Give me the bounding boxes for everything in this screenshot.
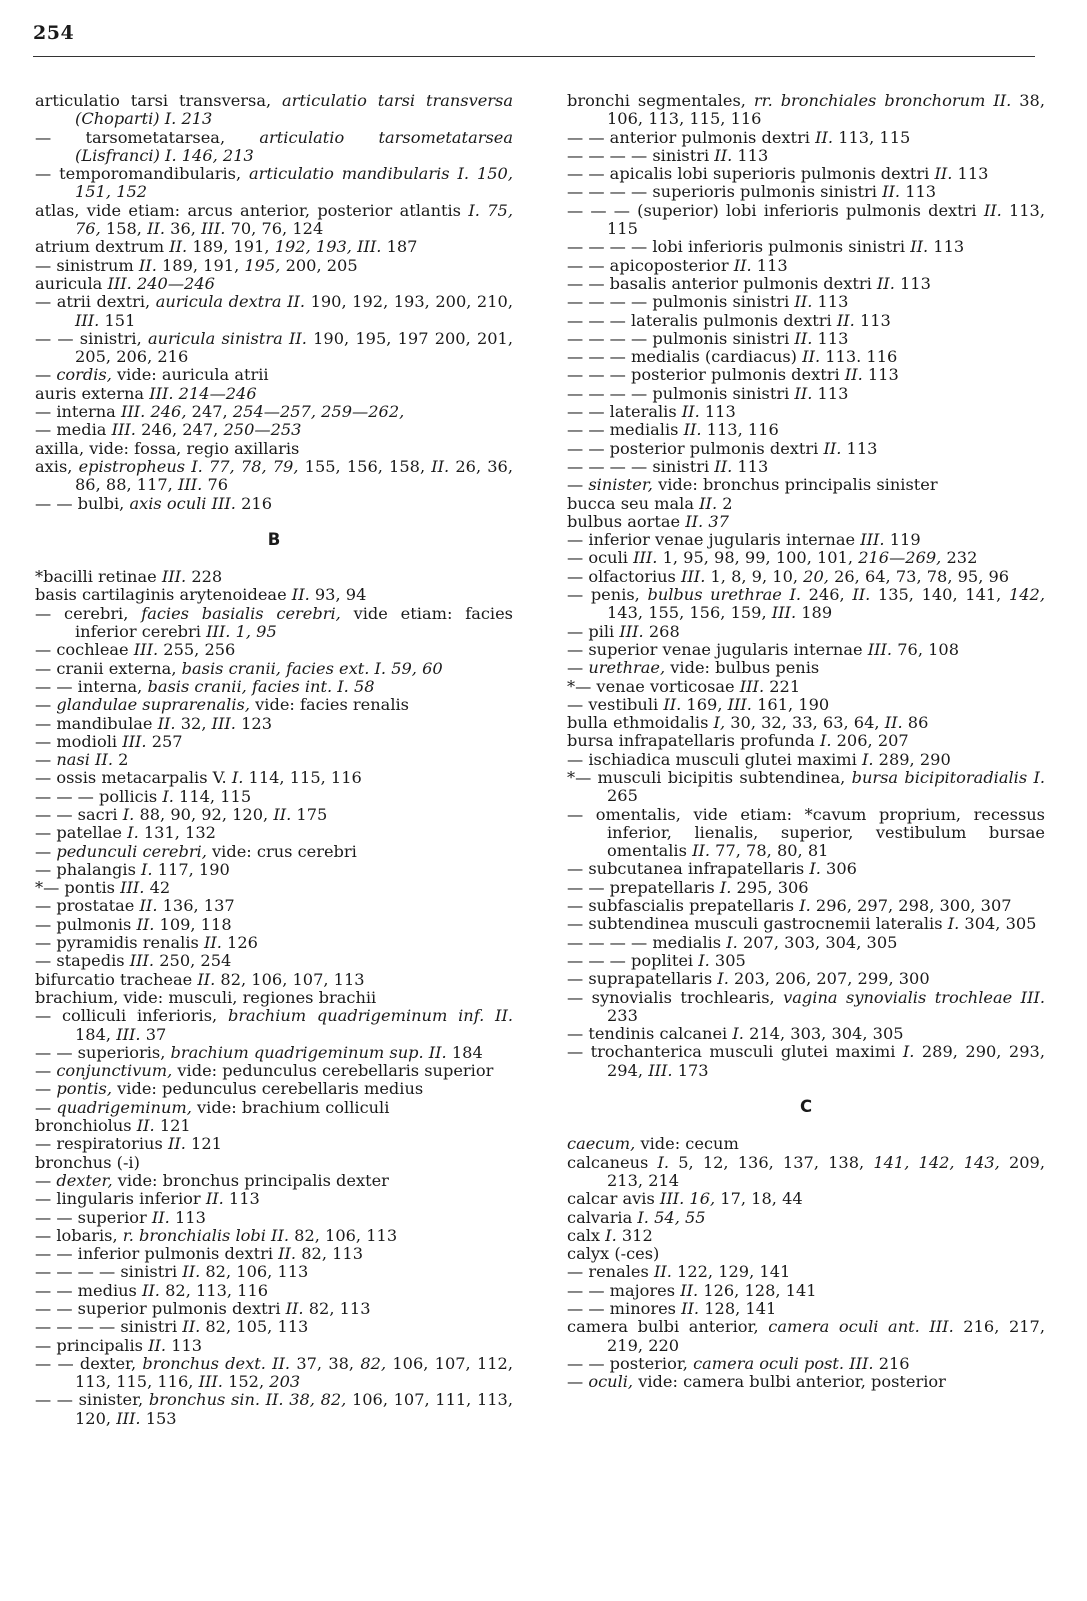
- index-entry: — olfactorius III. 1, 8, 9, 10, 20, 26, 64, 73, 78, 95, 96: [567, 566, 1010, 586]
- index-entry: — — — poplitei I. 305: [567, 950, 746, 970]
- index-entry: — cochleae III. 255, 256: [35, 640, 236, 660]
- index-entry: caecum, vide: cecum: [567, 1134, 739, 1154]
- index-entry: — sinistrum II. 189, 191, 195, 200, 205: [35, 255, 358, 275]
- index-entry: — media III. 246, 247, 250—253: [35, 420, 302, 440]
- index-entry: — suprapatellaris I. 203, 206, 207, 299, 300: [567, 969, 930, 989]
- index-entry: — urethrae, vide: bulbus penis: [567, 658, 820, 678]
- index-entry: — nasi II. 2: [35, 750, 129, 770]
- index-entry: auris externa III. 214—246: [35, 383, 257, 403]
- index-entry: — glandulae suprarenalis, vide: facies renalis: [35, 695, 409, 715]
- index-entry: — ossis metacarpalis V. I. 114, 115, 116: [35, 768, 362, 788]
- page-number: 254: [33, 22, 75, 44]
- index-entry: — trochanterica musculi glutei maximi I. 289, 290, 293, 294, III. 173: [567, 1042, 1045, 1080]
- index-entry: — colliculi inferioris, brachium quadrigeminum inf. II. 184, III. 37: [35, 1006, 513, 1044]
- index-entry: — pontis, vide: pedunculus cerebellaris medius: [35, 1079, 424, 1099]
- index-entry: *bacilli retinae III. 228: [35, 567, 223, 587]
- index-entry: — — sinister, bronchus sin. II. 38, 82, 106, 107, 111, 113, 120, III. 153: [35, 1390, 513, 1428]
- index-entry: — — sinistri, auricula sinistra II. 190, 195, 197 200, 201, 205, 206, 216: [35, 328, 513, 367]
- index-entry: — — prepatellaris I. 295, 306: [567, 877, 809, 897]
- index-entry: bronchiolus II. 121: [35, 1116, 191, 1136]
- index-entry: — — — — sinistri II. 82, 105, 113: [35, 1317, 309, 1337]
- index-entry: — — — — sinistri II. 113: [567, 456, 769, 476]
- index-entry: articulatio tarsi transversa, articulatio tarsi transversa (Choparti) I. 213: [35, 91, 514, 129]
- index-entry: atrium dextrum II. 189, 191, 192, 193, III. 187: [35, 237, 418, 257]
- index-entry: — renales II. 122, 129, 141: [567, 1262, 791, 1282]
- index-entry: — omentalis, vide etiam: *cavum proprium, recessus inferior, lienalis, superior, vestibulum bursae omentalis II. 77, 78, 80, 81: [567, 804, 1045, 861]
- index-entry: — cranii externa, basis cranii, facies ext. I. 59, 60: [35, 658, 443, 678]
- index-entry: bronchi segmentales, rr. bronchiales bronchorum II. 38, 106, 113, 115, 116: [567, 91, 1046, 129]
- index-entry: — phalangis I. 117, 190: [35, 859, 230, 879]
- section-letter: C: [799, 1097, 813, 1117]
- index-entry: brachium, vide: musculi, regiones brachii: [35, 987, 377, 1007]
- index-entry: — — majores II. 126, 128, 141: [567, 1280, 817, 1300]
- index-entry: — subcutanea infrapatellaris I. 306: [567, 859, 857, 879]
- index-entry: *— venae vorticosae III. 221: [567, 676, 801, 696]
- index-entry: — — — medialis (cardiacus) II. 113. 116: [567, 347, 898, 367]
- index-entry: axilla, vide: fossa, regio axillaris: [35, 438, 300, 458]
- index-entry: camera bulbi anterior, camera oculi ant. III. 216, 217, 219, 220: [567, 1317, 1045, 1355]
- index-entry: — — posterior, camera oculi post. III. 216: [567, 1353, 910, 1373]
- index-entry: — dexter, vide: bronchus principalis dexter: [35, 1170, 389, 1190]
- index-entry: — — — pollicis I. 114, 115: [35, 786, 252, 806]
- index-entry: calx I. 312: [567, 1225, 653, 1245]
- index-entry: — mandibulae II. 32, III. 123: [35, 713, 273, 733]
- index-entry: — — — — medialis I. 207, 303, 304, 305: [567, 932, 898, 952]
- index-entry: basis cartilaginis arytenoideae II. 93, 94: [35, 585, 367, 605]
- index-column-left: [35, 92, 513, 1428]
- index-entry: — — posterior pulmonis dextri II. 113: [567, 438, 878, 458]
- index-entry: — — medius II. 82, 113, 116: [35, 1280, 269, 1300]
- index-entry: — — lateralis II. 113: [567, 402, 736, 422]
- index-entry: — penis, bulbus urethrae I. 246, II. 135, 140, 141, 142, 143, 155, 156, 159, III. 189: [567, 585, 1045, 623]
- index-entry: auricula III. 240—246: [35, 273, 215, 293]
- index-entry: calcar avis III. 16, 17, 18, 44: [567, 1189, 803, 1209]
- index-entry: — pedunculi cerebri, vide: crus cerebri: [35, 841, 357, 861]
- index-entry: calyx (-ces): [567, 1244, 660, 1264]
- index-entry: — oculi, vide: camera bulbi anterior, posterior: [567, 1372, 946, 1392]
- index-entry: bulla ethmoidalis I, 30, 32, 33, 63, 64, II. 86: [567, 713, 929, 733]
- index-entry: — — — — sinistri II. 82, 106, 113: [35, 1262, 309, 1282]
- index-entry: bulbus aortae II. 37: [567, 511, 729, 531]
- index-entry: — — — — superioris pulmonis sinistri II. 113: [567, 182, 937, 202]
- index-entry: — — medialis II. 113, 116: [567, 420, 779, 440]
- index-entry: — — basalis anterior pulmonis dextri II. 113: [567, 273, 931, 293]
- index-entry: *— pontis III. 42: [35, 878, 171, 898]
- index-entry: — pyramidis renalis II. 126: [35, 933, 258, 953]
- index-entry: — — apicoposterior II. 113: [567, 255, 788, 275]
- index-entry: — — superioris, brachium quadrigeminum sup. II. 184: [35, 1042, 483, 1062]
- index-entry: — — superior pulmonis dextri II. 82, 113: [35, 1299, 371, 1318]
- index-entry: — vestibuli II. 169, III. 161, 190: [567, 694, 830, 714]
- index-entry: — lingularis inferior II. 113: [35, 1189, 260, 1209]
- index-entry: — sinister, vide: bronchus principalis sinister: [567, 475, 938, 495]
- index-entry: — — — posterior pulmonis dextri II. 113: [567, 365, 899, 385]
- index-entry: calcaneus I. 5, 12, 136, 137, 138, 141, 142, 143, 209, 213, 214: [567, 1152, 1045, 1190]
- index-entry: — temporomandibularis, articulatio mandibularis I. 150, 151, 152: [35, 164, 513, 202]
- index-entry: — — — (superior) lobi inferioris pulmonis dextri II. 113, 115: [567, 200, 1045, 239]
- index-entry: — respiratorius II. 121: [35, 1134, 222, 1154]
- index-entry: axis, epistropheus I. 77, 78, 79, 155, 156, 158, II. 26, 36, 86, 88, 117, III. 76: [35, 456, 514, 495]
- index-entry: — — bulbi, axis oculi III. 216: [35, 493, 272, 513]
- index-entry: — tarsometatarsea, articulatio tarsometatarsea (Lisfranci) I. 146, 213: [35, 127, 513, 165]
- index-entry: — pulmonis II. 109, 118: [35, 914, 232, 934]
- index-entry: — — anterior pulmonis dextri II. 113, 115: [567, 127, 911, 147]
- index-entry: — quadrigeminum, vide: brachium colliculi: [35, 1097, 390, 1117]
- index-entry: — synovialis trochlearis, vagina synovialis trochleae III. 233: [567, 987, 1046, 1025]
- index-entry: bucca seu mala II. 2: [567, 493, 733, 513]
- index-entry: bursa infrapatellaris profunda I. 206, 207: [567, 731, 909, 751]
- index-entry: — interna III. 246, 247, 254—257, 259—262,: [35, 402, 405, 422]
- index-entry: — inferior venae jugularis internae III. 119: [567, 530, 921, 550]
- index-entry: — — — — sinistri II. 113: [567, 145, 769, 165]
- index-entry: — — inferior pulmonis dextri II. 82, 113: [35, 1244, 364, 1264]
- index-entry: — tendinis calcanei I. 214, 303, 304, 305: [567, 1024, 904, 1044]
- index-entry: — conjunctivum, vide: pedunculus cerebellaris superior: [35, 1061, 494, 1081]
- index-entry: — — superior II. 113: [35, 1207, 206, 1227]
- index-entry: — — minores II. 128, 141: [567, 1299, 777, 1318]
- index-entry: — — apicalis lobi superioris pulmonis dextri II. 113: [567, 164, 989, 184]
- index-entry: — — interna, basis cranii, facies int. I. 58: [35, 676, 375, 696]
- index-entry: — prostatae II. 136, 137: [35, 896, 235, 916]
- index-entry: — — dexter, bronchus dext. II. 37, 38, 82, 106, 107, 112, 113, 115, 116, III. 152, 203: [35, 1353, 513, 1392]
- index-entry: bronchus (-i): [35, 1152, 140, 1172]
- index-entry: bifurcatio tracheae II. 82, 106, 107, 113: [35, 969, 365, 989]
- index-entry: — cordis, vide: auricula atrii: [35, 365, 269, 385]
- index-entry: — — sacri I. 88, 90, 92, 120, II. 175: [35, 804, 328, 824]
- header-rule: [33, 56, 1035, 57]
- index-entry: — — — — pulmonis sinistri II. 113: [567, 328, 849, 348]
- index-entry: — — — — pulmonis sinistri II. 113: [567, 383, 849, 403]
- index-entry: calvaria I. 54, 55: [567, 1207, 706, 1227]
- index-entry: — modioli III. 257: [35, 731, 183, 751]
- index-entry: — lobaris, r. bronchialis lobi II. 82, 106, 113: [35, 1225, 398, 1245]
- index-entry: — ischiadica musculi glutei maximi I. 289, 290: [567, 749, 951, 769]
- index-entry: — patellae I. 131, 132: [35, 823, 216, 843]
- index-entry: *— musculi bicipitis subtendinea, bursa bicipitoradialis I. 265: [567, 767, 1045, 806]
- index-entry: — cerebri, facies basialis cerebri, vide etiam: facies inferior cerebri III. 1, 95: [35, 603, 513, 642]
- index-entry: — oculi III. 1, 95, 98, 99, 100, 101, 216—269, 232: [567, 548, 978, 568]
- index-entry: — pili III. 268: [567, 621, 680, 641]
- index-entry: — — — — lobi inferioris pulmonis sinistri II. 113: [567, 237, 965, 257]
- index-column-right: [567, 92, 1045, 1391]
- section-letter: B: [267, 529, 281, 549]
- index-entry: — stapedis III. 250, 254: [35, 951, 232, 971]
- index-entry: — principalis II. 113: [35, 1335, 203, 1355]
- index-entry: — atrii dextri, auricula dextra II. 190, 192, 193, 200, 210, III. 151: [35, 292, 513, 330]
- index-entry: — subfascialis prepatellaris I. 296, 297, 298, 300, 307: [567, 896, 1012, 916]
- index-entry: atlas, vide etiam: arcus anterior, posterior atlantis I. 75, 76, 158, II. 36, III. 70, 76, 124: [35, 200, 513, 239]
- index-entry: — — — — pulmonis sinistri II. 113: [567, 292, 849, 312]
- index-entry: — subtendinea musculi gastrocnemii lateralis I. 304, 305: [567, 914, 1037, 934]
- index-entry: — superior venae jugularis internae III. 76, 108: [567, 639, 960, 659]
- index-entry: — — — lateralis pulmonis dextri II. 113: [567, 310, 891, 330]
